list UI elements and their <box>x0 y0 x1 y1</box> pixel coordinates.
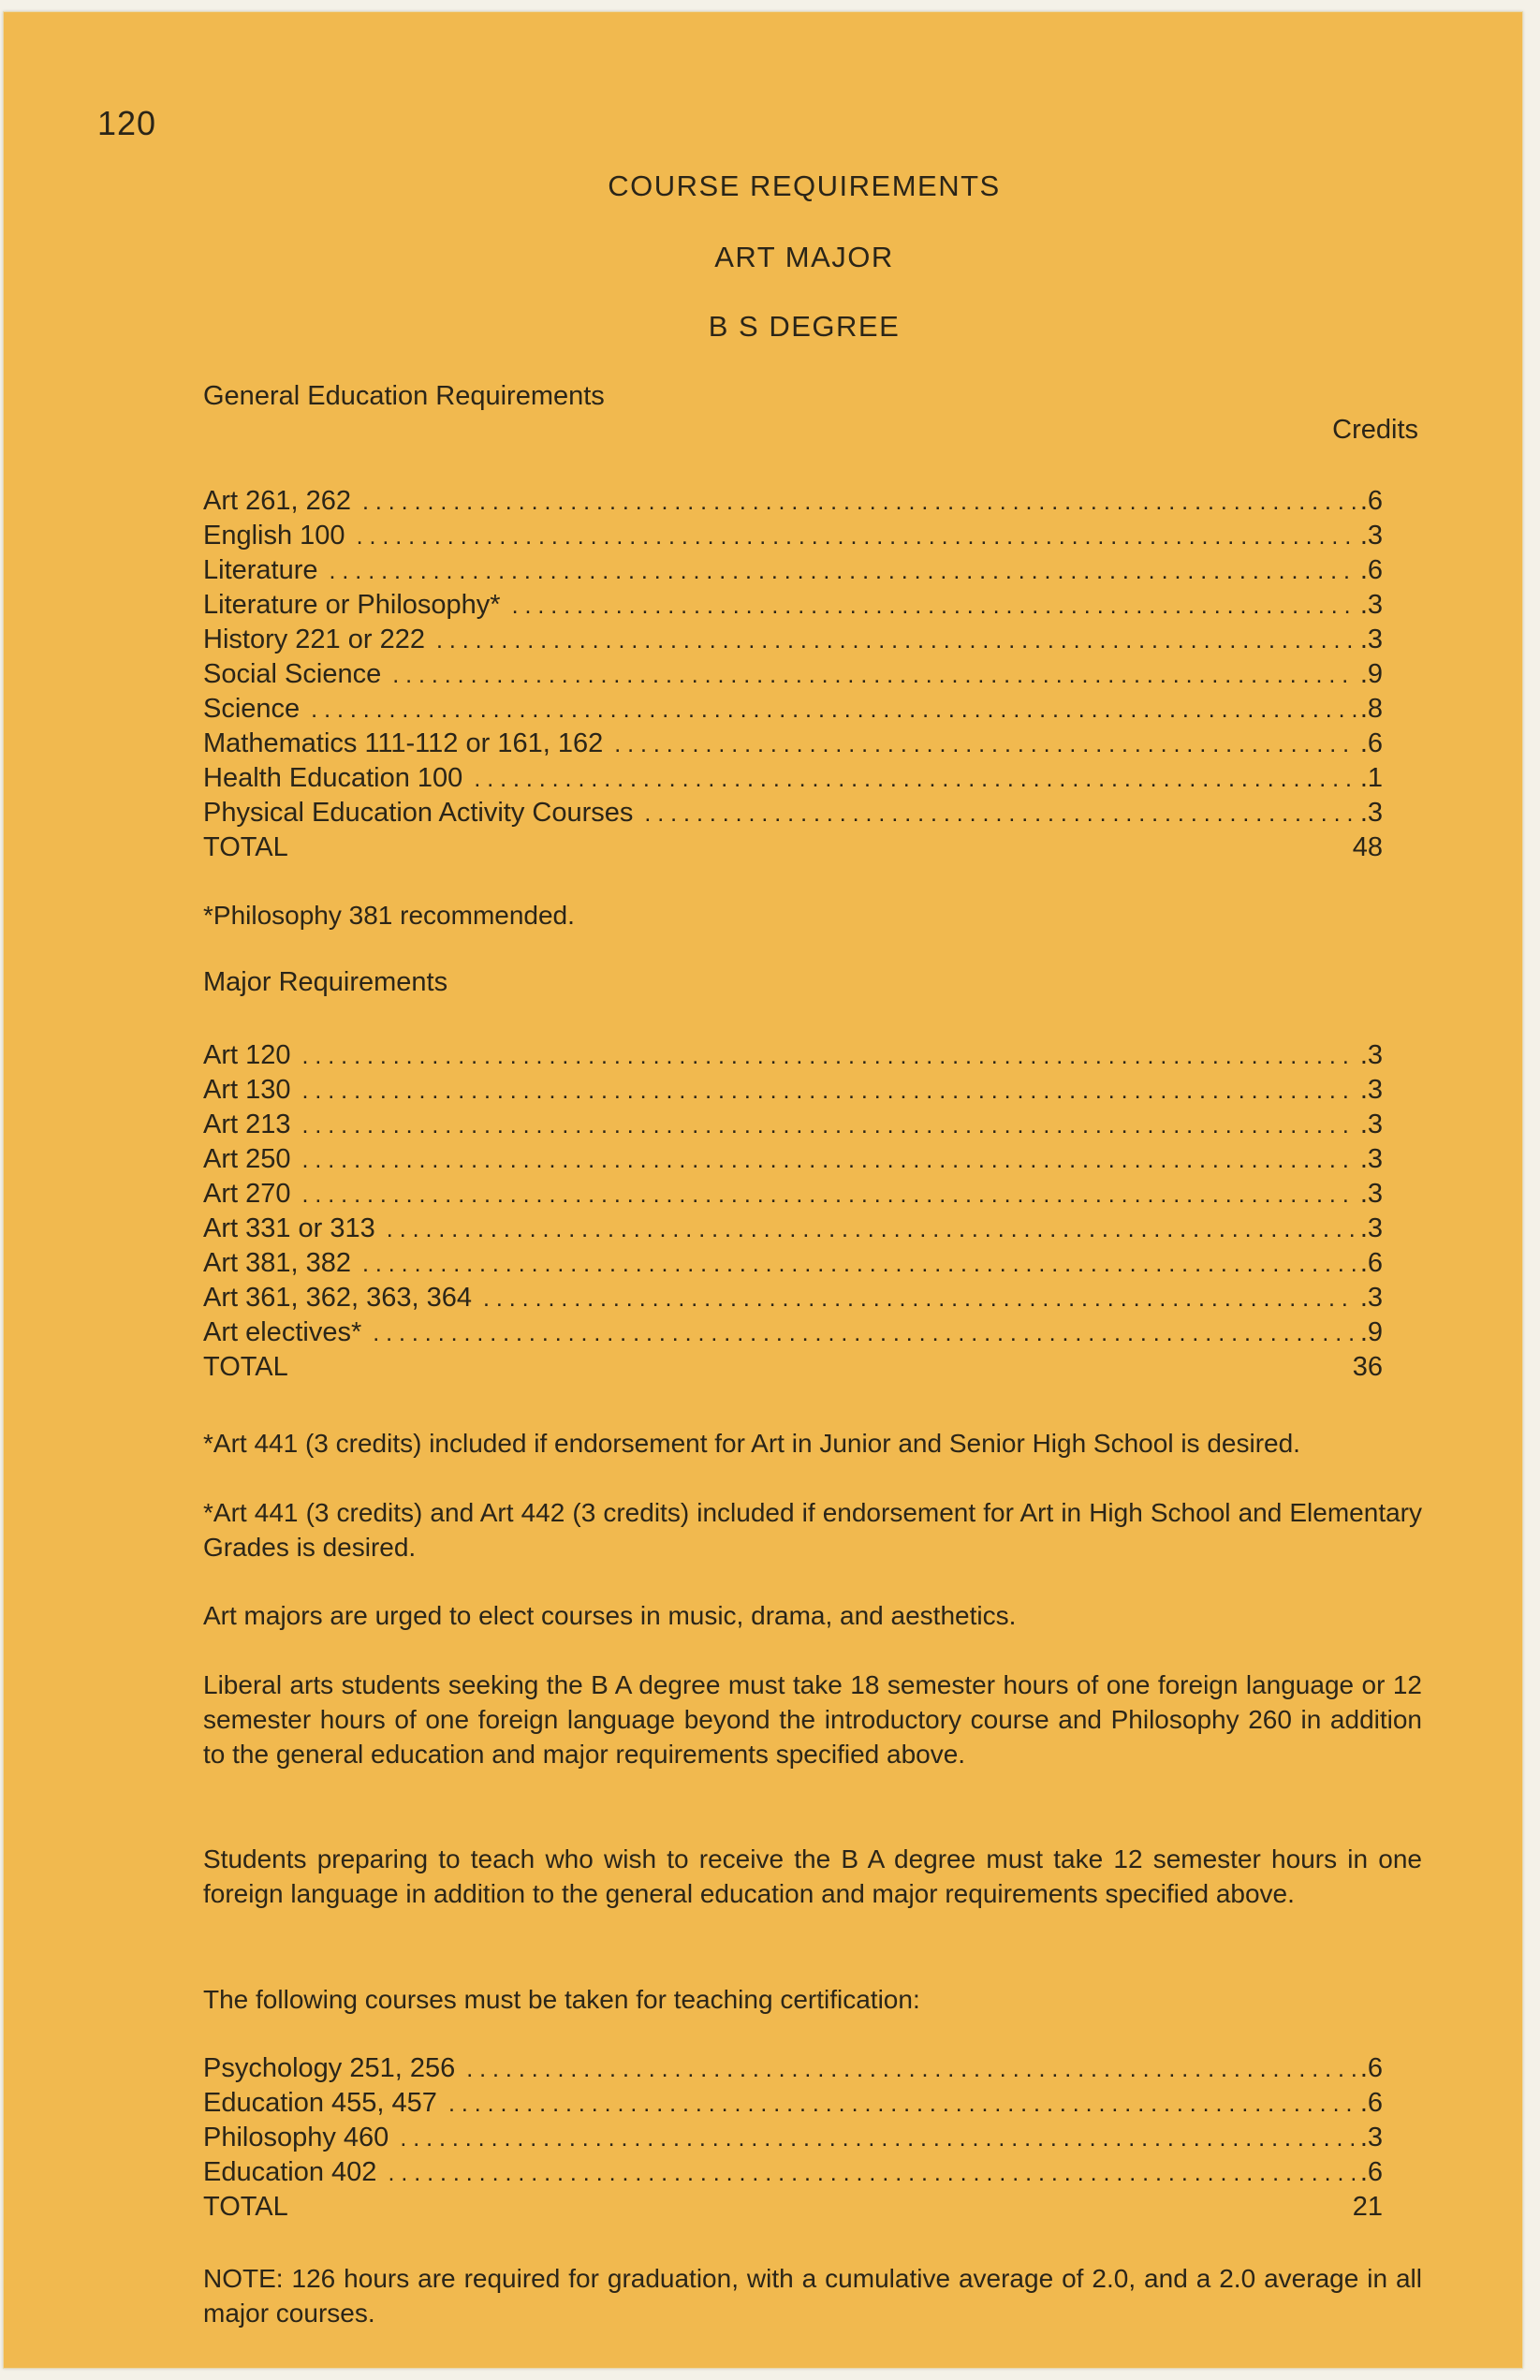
page-subtitle-major: ART MAJOR <box>714 241 894 273</box>
list-item: Education 455, 457 . . . .6 <box>203 2086 1383 2121</box>
major-requirements-heading: Major Requirements <box>203 967 448 997</box>
page-number: 120 <box>97 104 157 142</box>
major-footnote-1: *Art 441 (3 credits) included if endorsement for Art in Junior and Senior High School is desired. <box>203 1429 1300 1458</box>
major-requirements-list <box>203 1038 1383 1385</box>
page-title: COURSE REQUIREMENTS <box>608 169 1001 202</box>
major-footnote-2: *Art 441 (3 credits) and Art 442 (3 credits) included if endorsement for Art in High School and Elementary Grades is desired. <box>203 1498 1422 1562</box>
list-item: English 100 . . . .3 <box>203 519 1383 553</box>
general-footnote: *Philosophy 381 recommended. <box>203 901 575 930</box>
paragraph-teaching: Students preparing to teach who wish to receive the B A degree must take 12 semester hours in one foreign language in addition to the general education and major requirements specified above. <box>203 1844 1422 1908</box>
page-subtitle-degree: B S DEGREE <box>708 310 901 343</box>
list-item: Education 402 . . . .6 <box>203 2155 1383 2190</box>
list-item: Literature . . . .6 <box>203 553 1383 588</box>
list-item: History 221 or 222 . . . .3 <box>203 623 1383 657</box>
list-item: Literature or Philosophy* . . . .3 <box>203 588 1383 623</box>
list-item: Art 270 . . . .3 <box>203 1177 1383 1212</box>
certification-intro: The following courses must be taken for teaching certification: <box>203 1985 920 2014</box>
list-item: Art 213 . . . .3 <box>203 1108 1383 1142</box>
list-item: Physical Education Activity Courses . . . .3 <box>203 796 1383 830</box>
list-item: Art 331 or 313 . . . .3 <box>203 1212 1383 1246</box>
general-education-list <box>203 484 1383 865</box>
graduation-note: NOTE: 126 hours are required for graduation, with a cumulative average of 2.0, and a 2.0 average in all major courses. <box>203 2264 1422 2328</box>
list-item: Art 250 . . . .3 <box>203 1142 1383 1177</box>
list-item: Art 361, 362, 363, 364 . . . .3 <box>203 1281 1383 1315</box>
paragraph-electives: Art majors are urged to elect courses in music, drama, and aesthetics. <box>203 1601 1017 1630</box>
list-item: Science . . . .8 <box>203 692 1383 727</box>
list-item: Art 130 . . . .3 <box>203 1073 1383 1108</box>
total-row: TOTAL 21 <box>203 2192 1383 2222</box>
total-row: TOTAL 36 <box>203 1352 1383 1382</box>
list-item: Social Science . . . .9 <box>203 657 1383 692</box>
list-item: Mathematics 111-112 or 161, 162 . . . .6 <box>203 727 1383 761</box>
list-item: Art 120 . . . .3 <box>203 1038 1383 1073</box>
list-item: Psychology 251, 256 . . . .6 <box>203 2051 1383 2086</box>
list-item: Art 261, 262 . . . .6 <box>203 484 1383 519</box>
list-item: Health Education 100 . . . .1 <box>203 761 1383 796</box>
list-item: Philosophy 460 . . . .3 <box>203 2121 1383 2155</box>
catalog-page <box>3 11 1523 2369</box>
general-education-heading: General Education Requirements <box>203 381 605 411</box>
list-item: Art 381, 382 . . . .6 <box>203 1246 1383 1281</box>
total-row: TOTAL 48 <box>203 832 1383 862</box>
list-item: Art electives* . . . .9 <box>203 1315 1383 1350</box>
certification-list <box>203 2051 1383 2225</box>
credits-column-label: Credits <box>1332 415 1418 445</box>
paragraph-liberal-arts: Liberal arts students seeking the B A degree must take 18 semester hours of one foreign language or 12 semester hours of one foreign language beyond the introductory course and Philosophy 260 in addition to the general education and major requirements specified above. <box>203 1670 1422 1769</box>
